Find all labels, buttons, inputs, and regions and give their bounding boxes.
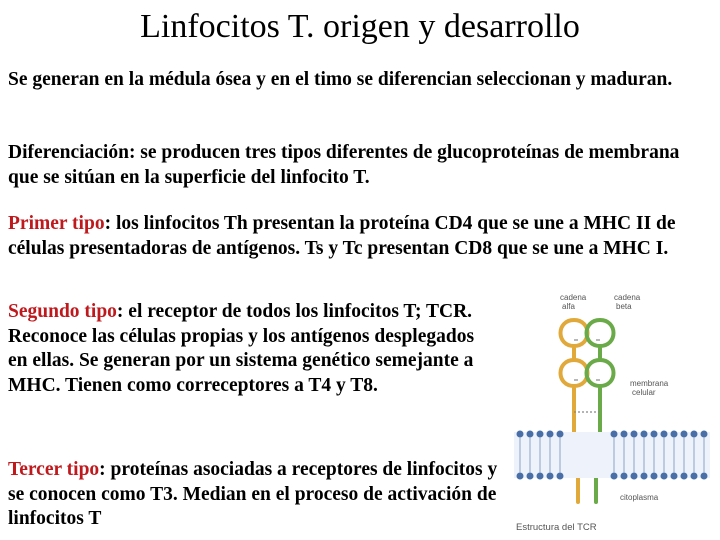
paragraph-differentiation: Diferenciación: se producen tres tipos diferentes de glucoproteínas de membrana que se sitúan en la superficie del linfocito T.	[8, 142, 680, 188]
first-type-label: Primer tipo	[8, 213, 105, 234]
third-type-label: Tercer tipo	[8, 459, 100, 480]
tcr-structure-figure	[508, 282, 714, 538]
membrane-label-2: celular	[632, 388, 656, 397]
second-type-text: : el receptor de todos los linfocitos T; TCR. Reconoce las células propias y los antígenos desplegados en ellas. Se generan por un sistema genético semejante a MHC. Tienen como correceptores a T4 y T8.	[8, 301, 475, 396]
figure-caption: Estructura del TCR	[516, 522, 597, 533]
beta-chain-label-1: cadena	[614, 293, 641, 302]
third-type-text: : proteínas asociadas a receptores de linfocitos y se conocen como T3. Median en el proceso de activación de linfocitos T	[8, 459, 498, 529]
paragraph-first-type	[8, 212, 720, 261]
figure-labels	[516, 293, 669, 533]
cytoplasm-label: citoplasma	[620, 493, 659, 502]
second-type-label: Segundo tipo	[8, 301, 117, 322]
cell-membrane	[514, 431, 710, 480]
paragraph-second-type	[8, 300, 498, 398]
paragraph-third-type	[8, 458, 503, 532]
paragraph-origin: Se generan en la médula ósea y en el timo se diferencian seleccionan y maduran.	[8, 69, 673, 90]
beta-chain-label-2: beta	[616, 302, 632, 311]
page-title: Linfocitos T. origen y desarrollo	[140, 8, 580, 45]
membrane-label-1: membrana	[630, 379, 669, 388]
alpha-chain-label-1: cadena	[560, 293, 587, 302]
first-type-text: : los linfocitos Th presentan la proteína CD4 que se une a MHC II de células presentadoras de antígenos. Ts y Tc presentan CD8 que se une a MHC I.	[8, 213, 676, 259]
alpha-chain-label-2: alfa	[562, 302, 575, 311]
